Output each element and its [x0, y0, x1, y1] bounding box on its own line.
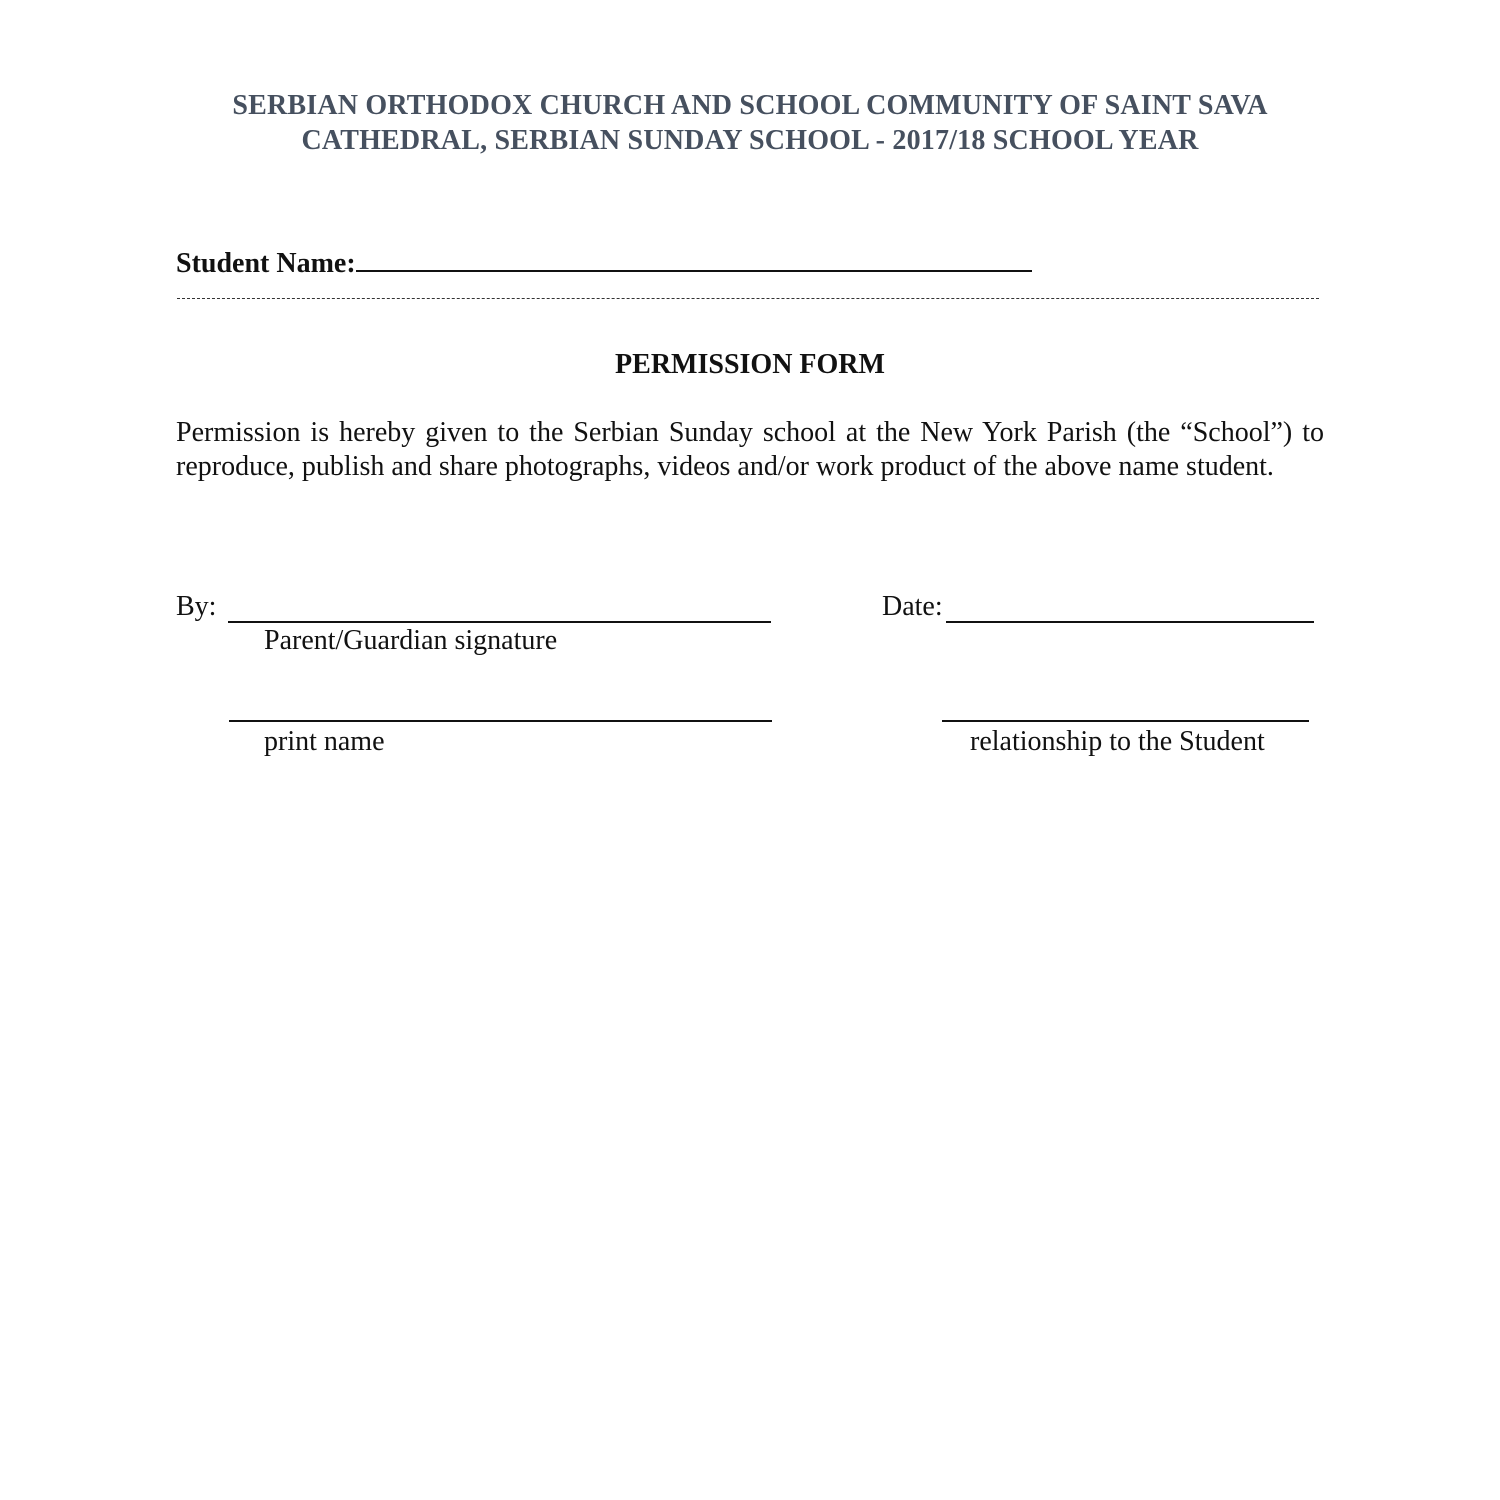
document-header	[150, 88, 1350, 158]
student-name-row	[176, 244, 1032, 282]
signature-field[interactable]	[228, 621, 771, 623]
header-line-1: SERBIAN ORTHODOX CHURCH AND SCHOOL COMMUNITY OF SAINT SAVA	[232, 90, 1268, 121]
print-name-caption: print name	[264, 726, 385, 757]
header-line-2: CATHEDRAL, SERBIAN SUNDAY SCHOOL - 2017/18 SCHOOL YEAR	[301, 125, 1199, 156]
date-field[interactable]	[946, 621, 1314, 623]
by-label: By:	[176, 591, 217, 622]
relationship-caption: relationship to the Student	[970, 726, 1265, 757]
permission-paragraph: Permission is hereby given to the Serbian Sunday school at the New York Parish (the “School”) to reproduce, publish and share photographs, videos and/or work product of the above name student.	[176, 417, 1324, 482]
student-name-label: Student Name:	[176, 248, 356, 279]
dashed-separator	[177, 298, 1319, 299]
signature-caption: Parent/Guardian signature	[264, 625, 558, 656]
student-name-field[interactable]	[356, 244, 1032, 272]
date-label: Date:	[882, 591, 943, 622]
form-title: PERMISSION FORM	[615, 349, 885, 380]
relationship-field[interactable]	[942, 720, 1309, 722]
print-name-field[interactable]	[229, 720, 772, 722]
